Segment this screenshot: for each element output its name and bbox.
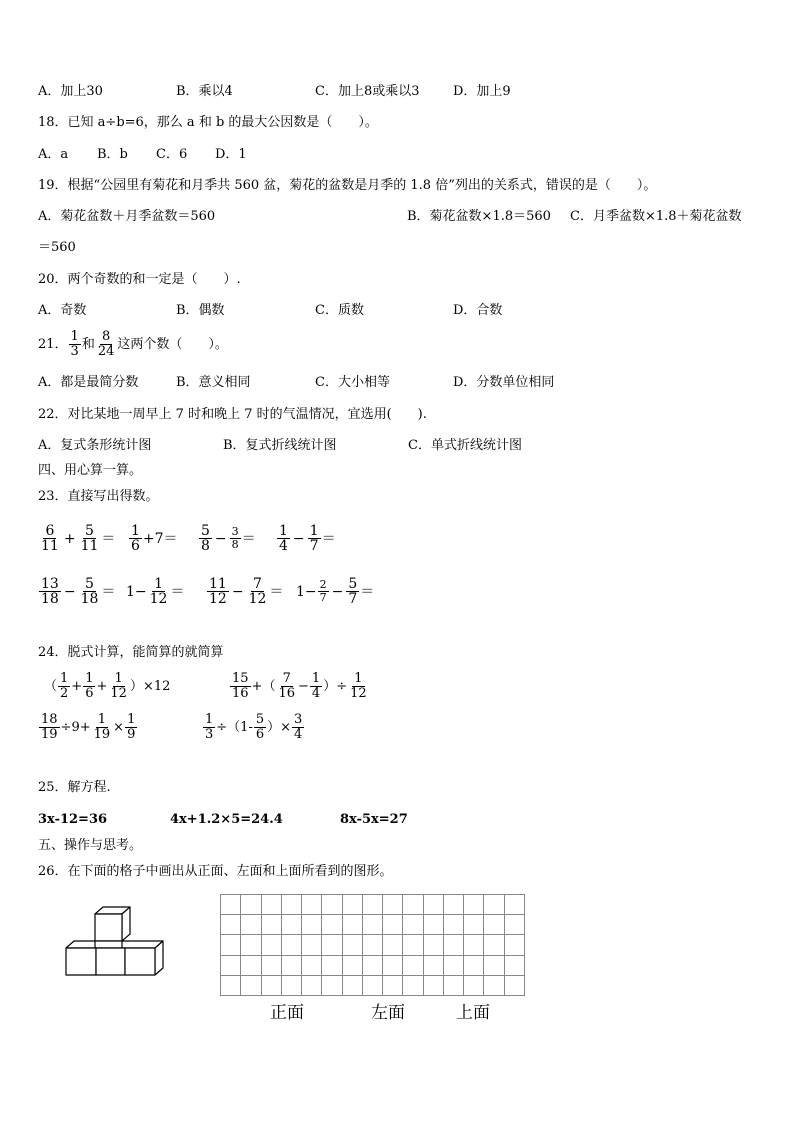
q23-expr-7: $\frac{11}{12}$ − $\frac{7}{12}$ ＝ <box>209 576 284 607</box>
grid-cell[interactable] <box>221 895 241 915</box>
grid-cell[interactable] <box>221 956 241 976</box>
section-5-heading: 五、操作与思考。 <box>38 838 143 853</box>
q21-number: 21． <box>38 336 68 352</box>
q26-stem: 26．在下面的格子中画出从正面、左面和上面所看到的图形。 <box>38 864 393 879</box>
q17-option-a: A．加上30 <box>38 84 103 99</box>
grid-cell[interactable] <box>282 915 302 935</box>
q20-option-b: B．偶数 <box>176 303 225 318</box>
grid-cell[interactable] <box>282 956 302 976</box>
grid-cell[interactable] <box>241 895 261 915</box>
q24-problem-2: $\frac{15}{16}$ +（ $\frac{7}{16}$ − $\frac{1}{4}$ ）÷ $\frac{1}{12}$ <box>232 671 367 701</box>
grid-cell[interactable] <box>363 935 383 955</box>
q22-stem: 22．对比某地一周早上 7 时和晚上 7 时的气温情况，宜选用( ). <box>38 407 427 422</box>
grid-cell[interactable] <box>262 935 282 955</box>
q19-stem: 19．根据“公园里有菊花和月季共 560 盆，菊花的盆数是月季的 1.8 倍”列出的关系式，错误的是（ ）。 <box>38 178 657 193</box>
q23-expr-1: $\frac{6}{11}$ + $\frac{5}{11}$ ＝ <box>41 523 116 554</box>
grid-cell[interactable] <box>464 976 484 996</box>
grid-cell[interactable] <box>322 935 342 955</box>
grid-cell[interactable] <box>424 915 444 935</box>
q25-stem: 25．解方程. <box>38 780 111 795</box>
grid-cell[interactable] <box>302 895 322 915</box>
grid-cell[interactable] <box>484 935 504 955</box>
q19-option-c-continued: ＝560 <box>38 240 76 255</box>
grid-cell[interactable] <box>484 976 504 996</box>
grid-cell[interactable] <box>403 895 423 915</box>
q23-expr-3: $\frac{5}{8}$ − $\frac{3}{8}$ ＝ <box>201 523 256 554</box>
q19-option-b: B．菊花盆数×1.8＝560 <box>407 209 551 224</box>
q18-option-d: D．1 <box>215 147 247 162</box>
grid-cell[interactable] <box>322 976 342 996</box>
grid-cell[interactable] <box>444 956 464 976</box>
grid-cell[interactable] <box>302 915 322 935</box>
q20-option-d: D．合数 <box>453 303 503 318</box>
q24-problem-1: （ $\frac{1}{2}$ + $\frac{1}{6}$ + $\frac{1}{12}$ ）×12 <box>44 671 171 701</box>
grid-cell[interactable] <box>505 895 525 915</box>
q21-option-b: B．意义相同 <box>176 375 251 390</box>
grid-cell[interactable] <box>424 976 444 996</box>
grid-cell[interactable] <box>383 976 403 996</box>
q25-equation-2: 4x+1.2×5=24.4 <box>170 812 283 827</box>
grid-cell[interactable] <box>302 935 322 955</box>
grid-cell[interactable] <box>282 976 302 996</box>
q18-stem: 18．已知 a÷b=6，那么 a 和 b 的最大公因数是（ ）。 <box>38 115 378 130</box>
q23-expr-2: $\frac{1}{6}$ +7＝ <box>131 523 178 554</box>
q19-option-a: A．菊花盆数＋月季盆数＝560 <box>38 209 216 224</box>
grid-cell[interactable] <box>282 935 302 955</box>
q22-option-c: C．单式折线统计图 <box>408 438 522 453</box>
grid-cell[interactable] <box>302 956 322 976</box>
grid-cell[interactable] <box>221 915 241 935</box>
q21-fraction-1: $\frac{1}{3}$ <box>70 329 79 359</box>
grid-cell[interactable] <box>322 895 342 915</box>
grid-cell[interactable] <box>403 915 423 935</box>
cube-figure <box>60 906 170 996</box>
section-4-heading: 四、用心算一算。 <box>38 463 143 478</box>
grid-cell[interactable] <box>322 956 342 976</box>
grid-cell[interactable] <box>464 895 484 915</box>
q21-option-a: A．都是最简分数 <box>38 375 139 390</box>
q23-expr-5: $\frac{13}{18}$ − $\frac{5}{18}$ ＝ <box>41 576 116 607</box>
top-view-label: 上面 <box>456 1003 490 1023</box>
grid-cell[interactable] <box>282 895 302 915</box>
grid-cell[interactable] <box>505 956 525 976</box>
q21-option-c: C．大小相等 <box>315 375 390 390</box>
grid-cell[interactable] <box>484 895 504 915</box>
q25-equation-1: 3x-12=36 <box>38 812 108 827</box>
q20-stem: 20．两个奇数的和一定是（ ）. <box>38 272 241 287</box>
grid-cell[interactable] <box>262 956 282 976</box>
grid-cell[interactable] <box>343 935 363 955</box>
grid-cell[interactable] <box>444 976 464 996</box>
q20-option-c: C．质数 <box>315 303 364 318</box>
grid-cell[interactable] <box>302 976 322 996</box>
drawing-grid[interactable] <box>220 894 525 996</box>
grid-cell[interactable] <box>424 895 444 915</box>
grid-cell[interactable] <box>444 935 464 955</box>
left-view-label: 左面 <box>371 1003 405 1023</box>
q24-stem: 24．脱式计算，能简算的就简算 <box>38 645 224 660</box>
grid-cell[interactable] <box>363 895 383 915</box>
grid-cell[interactable] <box>221 935 241 955</box>
grid-cell[interactable] <box>241 956 261 976</box>
grid-cell[interactable] <box>444 915 464 935</box>
q17-option-d: D．加上9 <box>453 84 511 99</box>
grid-cell[interactable] <box>343 915 363 935</box>
grid-cell[interactable] <box>241 915 261 935</box>
grid-cell[interactable] <box>241 976 261 996</box>
q23-expr-6: 1− $\frac{1}{12}$ ＝ <box>126 576 185 607</box>
grid-cell[interactable] <box>484 956 504 976</box>
grid-cell[interactable] <box>484 915 504 935</box>
q23-expr-8: 1− $\frac{2}{7}$ − $\frac{5}{7}$ ＝ <box>296 576 375 607</box>
grid-cell[interactable] <box>403 956 423 976</box>
grid-cell[interactable] <box>383 956 403 976</box>
grid-cell[interactable] <box>383 915 403 935</box>
grid-cell[interactable] <box>403 935 423 955</box>
grid-cell[interactable] <box>343 895 363 915</box>
grid-cell[interactable] <box>464 915 484 935</box>
grid-cell[interactable] <box>505 935 525 955</box>
q21-tail: 这两个数（ ）。 <box>117 336 228 352</box>
q25-equation-3: 8x-5x=27 <box>340 812 408 827</box>
q22-option-a: A．复式条形统计图 <box>38 438 152 453</box>
grid-cell[interactable] <box>403 976 423 996</box>
q18-option-c: C．6 <box>156 147 188 162</box>
grid-cell[interactable] <box>424 935 444 955</box>
grid-cell[interactable] <box>221 976 241 996</box>
grid-cell[interactable] <box>262 895 282 915</box>
q21-stem <box>38 330 228 359</box>
q20-option-a: A．奇数 <box>38 303 87 318</box>
grid-cell[interactable] <box>383 935 403 955</box>
grid-cell[interactable] <box>363 956 383 976</box>
grid-cell[interactable] <box>424 956 444 976</box>
grid-cell[interactable] <box>343 976 363 996</box>
q18-option-a: A．a <box>38 147 69 162</box>
q21-fraction-2: $\frac{8}{24}$ <box>97 329 115 359</box>
grid-cell[interactable] <box>464 956 484 976</box>
q23-stem: 23．直接写出得数。 <box>38 489 159 504</box>
grid-cell[interactable] <box>444 895 464 915</box>
q23-expr-4: $\frac{1}{4}$ − $\frac{1}{7}$ ＝ <box>279 523 336 554</box>
grid-cell[interactable] <box>363 976 383 996</box>
grid-cell[interactable] <box>262 976 282 996</box>
q24-problem-4: $\frac{1}{3}$ ÷（1- $\frac{5}{6}$ ）× $\frac{3}{4}$ <box>205 712 303 742</box>
grid-cell[interactable] <box>383 895 403 915</box>
front-view-label: 正面 <box>270 1003 304 1023</box>
q17-option-b: B．乘以4 <box>176 84 233 99</box>
grid-cell[interactable] <box>464 935 484 955</box>
grid-cell[interactable] <box>343 956 363 976</box>
q21-option-d: D．分数单位相同 <box>453 375 555 390</box>
q17-option-c: C．加上8或乘以3 <box>315 84 420 99</box>
grid-cell[interactable] <box>363 915 383 935</box>
q19-option-c: C．月季盆数×1.8＋菊花盆数 <box>570 209 742 224</box>
grid-cell[interactable] <box>505 976 525 996</box>
grid-cell[interactable] <box>241 935 261 955</box>
grid-cell[interactable] <box>505 915 525 935</box>
q22-option-b: B．复式折线统计图 <box>223 438 337 453</box>
q24-problem-3: $\frac{18}{19}$ ÷9+ $\frac{1}{19}$ × $\frac{1}{9}$ <box>41 712 136 742</box>
grid-cell[interactable] <box>322 915 342 935</box>
q18-option-b: B．b <box>97 147 128 162</box>
q21-and: 和 <box>81 336 95 352</box>
grid-cell[interactable] <box>262 915 282 935</box>
